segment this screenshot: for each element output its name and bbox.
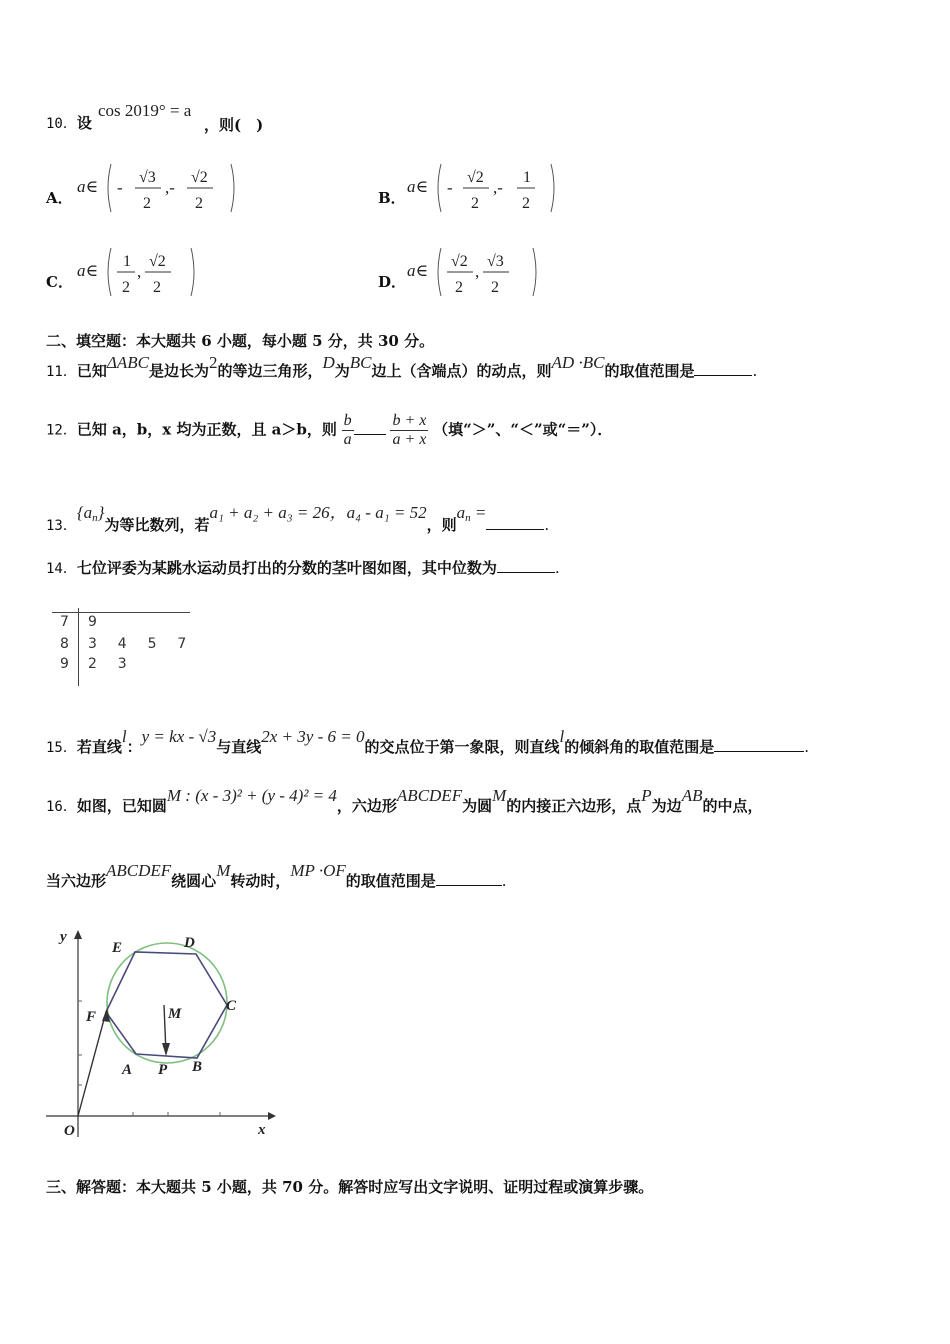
- option-c-interval: [103, 244, 203, 300]
- q10-number: 10．: [46, 116, 77, 132]
- q16-text-8: 绕圆心: [171, 872, 217, 890]
- q12-frac1-num: b: [343, 412, 352, 429]
- stem-leaf-plot: [52, 608, 192, 688]
- q10-option-c-value: a∈ 1 2 , √2 2: [77, 244, 203, 300]
- q11-math-3: D: [322, 353, 335, 372]
- q12-frac1-den: a: [343, 431, 352, 448]
- q16-text-10: 的取值范围是: [345, 872, 436, 890]
- q12-text-2: （填“＞”、“＜”或“＝”）．: [433, 420, 613, 439]
- q16-line-2: [46, 860, 507, 890]
- svg-text:2: 2: [152, 279, 161, 296]
- q11-answer-blank[interactable]: [694, 361, 752, 376]
- option-b-interval: [433, 160, 563, 216]
- q13-answer-blank[interactable]: [486, 515, 544, 530]
- q13-end: .: [544, 516, 550, 534]
- q12-answer-blank[interactable]: [354, 420, 386, 435]
- q13-text-1: 为等比数列，若: [104, 516, 210, 534]
- stem-7: 7: [60, 614, 69, 630]
- label-a: A: [122, 1062, 133, 1078]
- q16-answer-blank[interactable]: [436, 871, 502, 886]
- q16-text-2: ，六边形: [336, 797, 397, 815]
- q13-m1-end: }: [97, 503, 105, 522]
- q10-suffix: ，则( ): [204, 116, 264, 134]
- q16-math-8: MP ·OF: [290, 861, 346, 880]
- q13-math-3: [457, 503, 487, 522]
- label-d: D: [184, 935, 195, 951]
- svg-text:2: 2: [142, 195, 151, 212]
- q12-fraction-2: [390, 412, 428, 449]
- hexagon-figure: [40, 925, 280, 1145]
- q11-text-5: 边上（含端点）的动点，则: [371, 362, 552, 380]
- q12-line: [46, 412, 612, 449]
- q16-text-6: 的中点，: [702, 797, 763, 815]
- label-e: E: [112, 940, 123, 956]
- hexagon-abcdef: [106, 952, 227, 1058]
- q16-math-5: AB: [681, 786, 703, 805]
- q16-line-1: [46, 785, 763, 815]
- q15-number: 15．: [46, 740, 77, 756]
- q10-prefix: 设: [76, 114, 92, 132]
- q12-text-1: 已知 a，b，x 均为正数，且 a＞b，则: [76, 420, 337, 439]
- svg-text:-: -: [446, 178, 453, 197]
- q16-math-1: M : (x - 3)² + (y - 4)² = 4: [166, 786, 337, 805]
- q10-option-a-value: a∈ - √3 2 ,- √2 2: [77, 160, 241, 216]
- q15-text-3: 与直线: [216, 738, 262, 756]
- q14-line: [46, 557, 560, 578]
- svg-text:√2: √2: [148, 253, 166, 270]
- q15-text-5: 的倾斜角的取值范围是: [564, 738, 715, 756]
- q12-number: 12．: [46, 422, 77, 439]
- q11-text-3: 的等边三角形，: [217, 362, 323, 380]
- svg-text:-: -: [116, 178, 123, 197]
- q15-answer-blank[interactable]: [714, 737, 804, 752]
- svg-text:2: 2: [121, 279, 130, 296]
- label-b: B: [192, 1059, 203, 1075]
- q13-text-2: ，则: [426, 516, 457, 534]
- svg-text:,-: ,-: [492, 178, 503, 197]
- q15-math-4: l: [559, 727, 565, 746]
- q14-answer-blank[interactable]: [497, 558, 555, 573]
- q11-math-1: ΔABC: [106, 353, 149, 372]
- q16-text-9: 转动时，: [230, 872, 291, 890]
- label-x: x: [258, 1122, 266, 1138]
- label-y: y: [60, 929, 67, 945]
- q16-text-4: 的内接正六边形，点: [506, 797, 642, 815]
- svg-text:1: 1: [122, 253, 131, 270]
- svg-text:2: 2: [470, 195, 479, 212]
- svg-text:2: 2: [454, 279, 463, 296]
- q16-text-3: 为圆: [462, 797, 493, 815]
- q13-m1-sub: n: [92, 512, 98, 524]
- q13-m1: {a: [76, 503, 93, 522]
- q10-option-d-value: a∈ √2 2 , √3 2: [407, 244, 545, 300]
- q16-math-4: P: [641, 786, 652, 805]
- q11-text-4: 为: [334, 362, 350, 380]
- q10-option-c-label: C．: [46, 273, 73, 291]
- q10-option-b-label: B．: [378, 189, 406, 207]
- q16-text-1: 如图，已知圆: [76, 797, 167, 815]
- label-f: F: [86, 1009, 97, 1025]
- svg-text:√2: √2: [466, 169, 484, 186]
- section2-heading: 二、填空题：本大题共 6 小题，每小题 5 分，共 30 分。: [46, 332, 435, 350]
- q13-math-2: a₁ + a₂ + a₃ = 26，a₄ - a₁ = 52: [209, 503, 427, 522]
- stem-top-line: [52, 612, 190, 613]
- q13-line: [46, 498, 550, 534]
- label-p: P: [158, 1062, 168, 1078]
- q15-math-1: l: [121, 727, 127, 746]
- svg-text:,: ,: [136, 262, 142, 281]
- q16-text-5: 为边: [651, 797, 682, 815]
- q13-number: 13．: [46, 518, 77, 534]
- option-a-interval: [103, 160, 241, 216]
- q14-number: 14．: [46, 561, 77, 577]
- q12-frac2-num: b + x: [392, 412, 427, 429]
- q13-m3-sub: n: [465, 512, 471, 524]
- svg-text:√2: √2: [190, 169, 208, 186]
- q11-math-4: BC: [349, 353, 372, 372]
- q10-expr: cos 2019° = a: [98, 101, 192, 120]
- svg-text:√2: √2: [450, 253, 468, 270]
- q10-option-a-label: A．: [46, 189, 73, 207]
- svg-text:2: 2: [194, 195, 203, 212]
- q11-number: 11．: [46, 364, 77, 380]
- q16-math-7: M: [216, 861, 231, 880]
- section3-heading: 三、解答题：本大题共 5 小题，共 70 分。解答时应写出文字说明、证明过程或演算步骤。: [46, 1178, 654, 1196]
- q12-frac2-den: a + x: [392, 431, 427, 448]
- q15-end: .: [804, 738, 809, 756]
- q15-math-2: y = kx - √3: [141, 727, 217, 746]
- q13-m3-end: =: [470, 503, 487, 522]
- q10-line: [46, 112, 92, 133]
- q14-text: 七位评委为某跳水运动员打出的分数的茎叶图如图，其中位数为: [76, 559, 497, 577]
- q16-end: .: [501, 872, 507, 890]
- q12-fraction-1: [342, 412, 354, 449]
- leaves-7: 9: [88, 614, 97, 630]
- q16-math-3: M: [492, 786, 507, 805]
- q11-text-6: 的取值范围是: [604, 362, 695, 380]
- vector-of: [78, 1012, 106, 1116]
- svg-text:2: 2: [521, 195, 530, 212]
- stem-divider-line: [78, 608, 79, 686]
- q16-math-6: ABCDEF: [106, 861, 172, 880]
- q15-text-4: 的交点位于第一象限，则直线: [364, 738, 560, 756]
- leaves-9: 2 3: [88, 656, 127, 672]
- q11-end: .: [752, 362, 758, 380]
- q16-number: 16．: [46, 799, 77, 815]
- q15-text-2: ：: [126, 738, 142, 756]
- label-c: C: [226, 998, 237, 1014]
- q16-math-2: ABCDEF: [396, 786, 463, 805]
- q11-math-2: 2: [208, 353, 218, 372]
- svg-text:,: ,: [474, 262, 480, 281]
- q11-math-5: AD ·BC: [551, 353, 605, 372]
- q15-text-1: 若直线: [76, 738, 122, 756]
- q15-math-3: 2x + 3y - 6 = 0: [261, 727, 365, 746]
- svg-text:,-: ,-: [164, 178, 175, 197]
- stem-9: 9: [60, 656, 69, 672]
- q16-text-7: 当六边形: [46, 872, 107, 890]
- q11-text-2: 是边长为: [148, 362, 209, 380]
- q10-option-b-value: a∈ - √2 2 ,- 1 2: [407, 160, 563, 216]
- label-m: M: [168, 1006, 182, 1022]
- leaves-8: 3 4 5 7: [88, 636, 187, 652]
- option-d-interval: [433, 244, 545, 300]
- svg-text:√3: √3: [138, 169, 156, 186]
- q11-line: [46, 353, 758, 381]
- label-o: O: [64, 1123, 75, 1139]
- q11-text-1: 已知: [76, 362, 107, 380]
- svg-text:√3: √3: [486, 253, 504, 270]
- stem-8: 8: [60, 636, 69, 652]
- x-axis-arrow-icon: [268, 1112, 276, 1120]
- q13-math-1: [77, 503, 105, 522]
- svg-text:2: 2: [490, 279, 499, 296]
- q10-option-d-label: D．: [378, 273, 407, 291]
- vector-mp-arrow-icon: [162, 1043, 170, 1056]
- q13-m3: a: [456, 503, 466, 522]
- y-axis-arrow-icon: [74, 930, 82, 939]
- q14-end: .: [554, 559, 560, 577]
- svg-text:1: 1: [522, 169, 531, 186]
- q15-line: [46, 726, 809, 756]
